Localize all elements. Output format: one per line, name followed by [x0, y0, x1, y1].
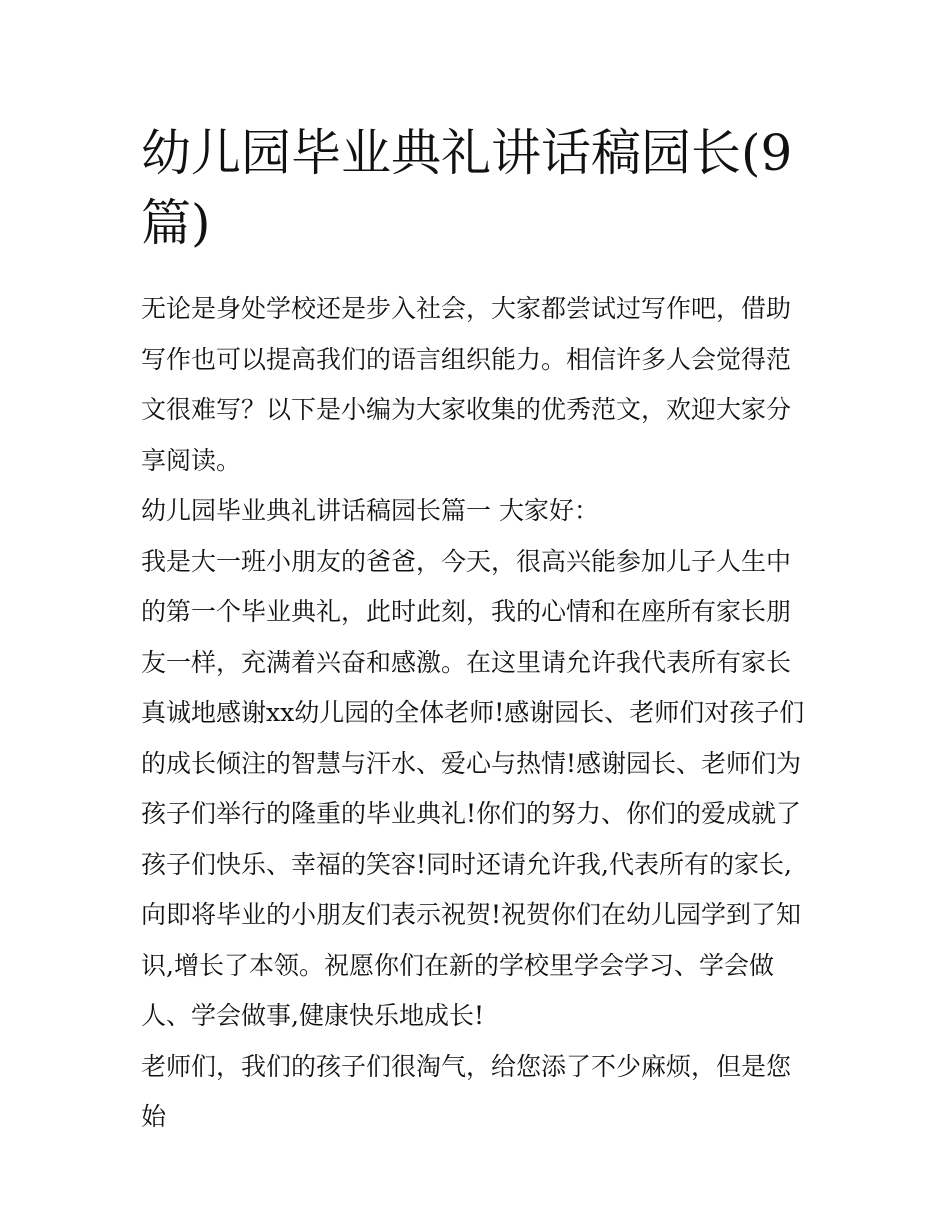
document-content: [141, 118, 813, 1143]
speech-body-paragraph: 我是大一班小朋友的爸爸，今天，很高兴能参加儿子人生中的第一个毕业典礼，此时此刻，我的心情和在座所有家长朋友一样，充满着兴奋和感激。在这里请允许我代表所有家长真诚地感谢xx幼儿园的全体老师!感谢园长、老师们对孩子们的成长倾注的智慧与汗水、爱心与热情!感谢园长、老师们为孩子们举行的隆重的毕业典礼!你们的努力、你们的爱成就了孩子们快乐、幸福的笑容!同时还请允许我,代表所有的家长,向即将毕业的小朋友们表示祝贺!祝贺你们在幼儿园学到了知识,增长了本领。祝愿你们在新的学校里学会学习、学会做人、学会做事,健康快乐地成长!: [141, 546, 805, 1030]
continuation-paragraph: 老师们，我们的孩子们很淘气，给您添了不少麻烦，但是您始: [141, 1051, 792, 1131]
document-title: 幼儿园毕业典礼讲话稿园长(9篇): [141, 124, 793, 252]
section-heading-paragraph: 幼儿园毕业典礼讲话稿园长篇一 大家好：: [141, 496, 599, 525]
intro-paragraph: 无论是身处学校还是步入社会，大家都尝试过写作吧，借助写作也可以提高我们的语言组织能力。相信许多人会觉得范文很难写？以下是小编为大家收集的优秀范文，欢迎大家分享阅读。: [141, 294, 792, 475]
